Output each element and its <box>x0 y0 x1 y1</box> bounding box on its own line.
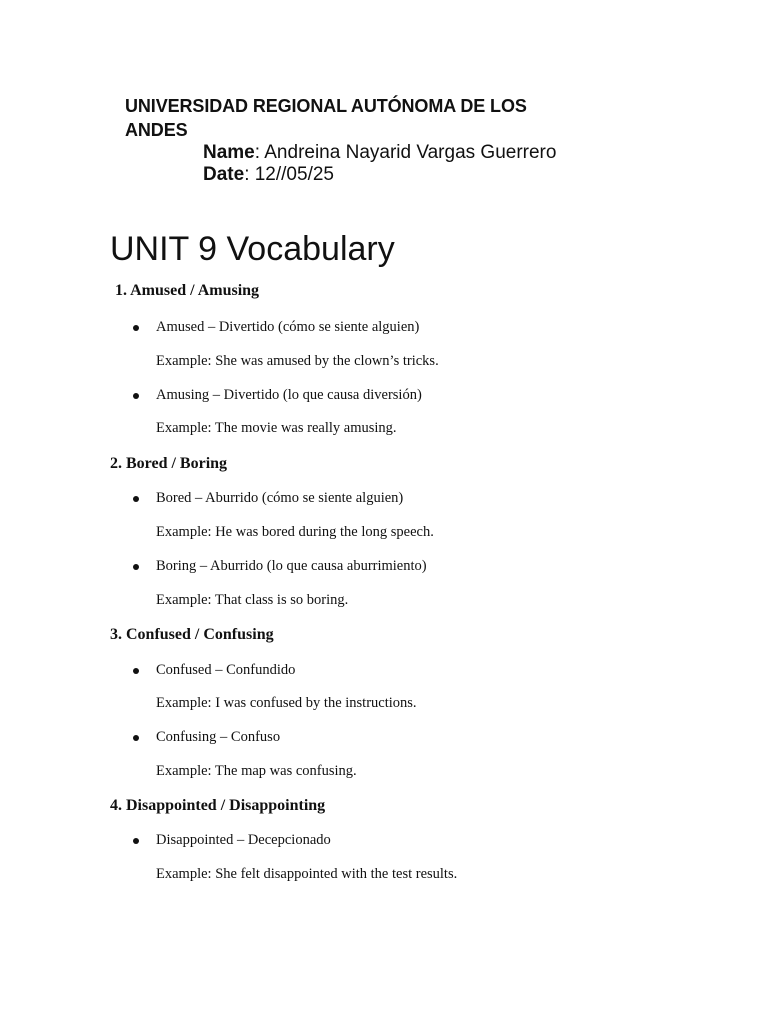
example-text: Example: That class is so boring. <box>156 592 349 608</box>
date-value: : 12//05/25 <box>244 164 334 185</box>
definition-text: Confusing – Confuso <box>156 729 281 745</box>
bullet-icon <box>133 393 139 399</box>
definition-text: Bored – Aburrido (cómo se siente alguien) <box>156 490 404 506</box>
bullet-icon <box>133 325 139 331</box>
name-label: Name <box>203 142 255 163</box>
example-text: Example: The map was confusing. <box>156 763 357 779</box>
example-text: Example: She was amused by the clown’s tricks. <box>156 353 439 369</box>
date-line <box>203 163 334 187</box>
example-text: Example: The movie was really amusing. <box>156 420 397 436</box>
definition-text: Amused – Divertido (cómo se siente alguien) <box>156 319 420 335</box>
definition-text: Amusing – Divertido (lo que causa diversión) <box>156 387 422 403</box>
page-title: UNIT 9 Vocabulary <box>110 230 395 268</box>
section-heading: 2. Bored / Boring <box>110 455 228 472</box>
section-heading: 3. Confused / Confusing <box>110 626 274 643</box>
bullet-icon <box>133 735 139 741</box>
bullet-icon <box>133 668 139 674</box>
bullet-icon <box>133 496 139 502</box>
section-heading: 4. Disappointed / Disappointing <box>110 797 326 814</box>
bullet-icon <box>133 564 139 570</box>
university-title: UNIVERSIDAD REGIONAL AUTÓNOMA DE LOS ANDES <box>125 96 527 140</box>
definition-text: Confused – Confundido <box>156 662 296 678</box>
date-label: Date <box>203 164 245 185</box>
definition-text: Disappointed – Decepcionado <box>156 832 331 848</box>
bullet-icon <box>133 838 139 844</box>
name-value: : Andreina Nayarid Vargas Guerrero <box>254 142 557 163</box>
student-name-line <box>203 141 556 165</box>
example-text: Example: He was bored during the long speech. <box>156 524 434 540</box>
example-text: Example: She felt disappointed with the test results. <box>156 866 458 882</box>
example-text: Example: I was confused by the instructions. <box>156 695 417 711</box>
section-heading: 1. Amused / Amusing <box>115 282 260 299</box>
definition-text: Boring – Aburrido (lo que causa aburrimiento) <box>156 558 427 574</box>
